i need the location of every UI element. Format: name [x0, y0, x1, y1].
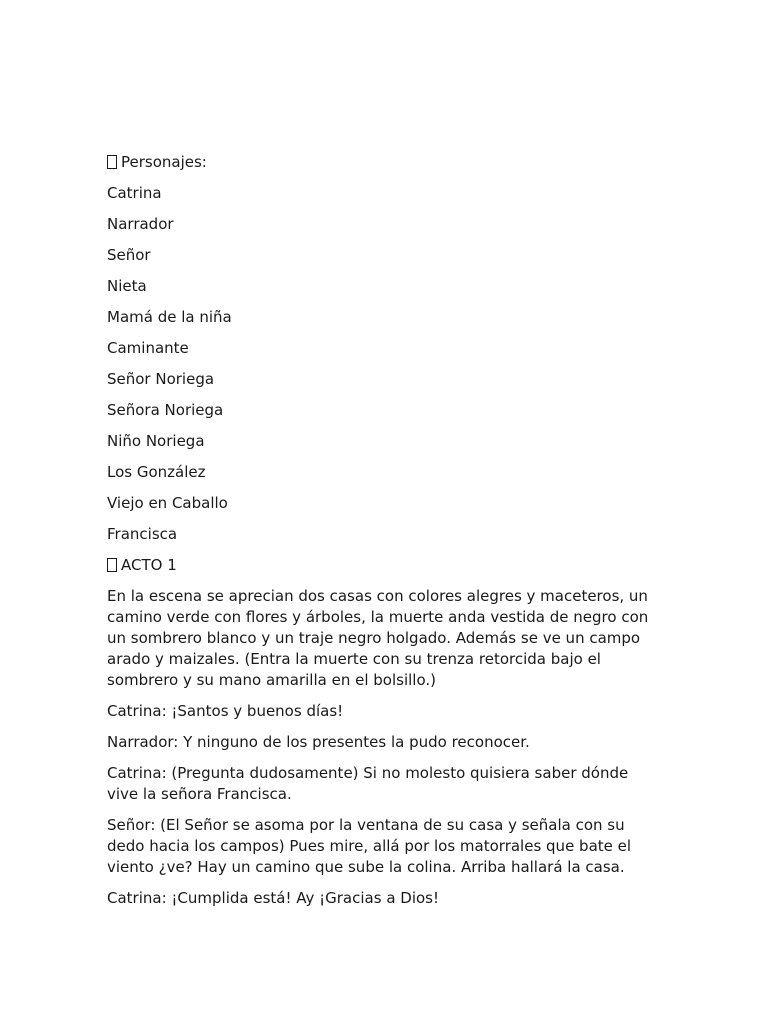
character-name: Señora Noriega	[107, 401, 224, 419]
character-name: Nieta	[107, 277, 147, 295]
dialogue-paragraph: Señor: (El Señor se asoma por la ventana de su casa y señala con su dedo hacia los campos) Pues mire, allá por los matorrales que bate el viento ¿ve? Hay un camino que sube la colina. Arriba hallará la casa.	[107, 816, 632, 876]
dialogue-paragraph: Catrina: ¡Santos y buenos días!	[107, 702, 344, 720]
character-name: Caminante	[107, 339, 189, 357]
dialogue-paragraph: Narrador: Y ninguno de los presentes la pudo reconocer.	[107, 733, 530, 751]
character-name: Los González	[107, 463, 206, 481]
missing-glyph-icon	[107, 155, 117, 169]
document-page	[107, 152, 655, 919]
characters-heading	[107, 152, 655, 173]
character-name: Viejo en Caballo	[107, 494, 228, 512]
character-name: Narrador	[107, 215, 174, 233]
character-name: Francisca	[107, 525, 178, 543]
dialogue-paragraph: Catrina: (Pregunta dudosamente) Si no molesto quisiera saber dónde vive la señora Francisca.	[107, 764, 629, 803]
missing-glyph-icon	[107, 558, 117, 572]
dialogue-paragraph: Catrina: ¡Cumplida está! Ay ¡Gracias a Dios!	[107, 889, 439, 907]
character-name: Señor Noriega	[107, 370, 215, 388]
character-name: Niño Noriega	[107, 432, 205, 450]
character-name: Catrina	[107, 184, 162, 202]
stage-direction-paragraph: En la escena se aprecian dos casas con colores alegres y maceteros, un camino verde con flores y árboles, la muerte anda vestida de negro con un sombrero blanco y un traje negro holgado. Además se ve un campo arado y maizales. (Entra la muerte con su trenza retorcida bajo el sombrero y su mano amarilla en el bolsillo.)	[107, 587, 649, 689]
act-heading	[107, 555, 655, 576]
act-heading-text: ACTO 1	[121, 556, 177, 574]
characters-heading-text: Personajes:	[121, 153, 207, 171]
character-name: Mamá de la niña	[107, 308, 232, 326]
character-name: Señor	[107, 246, 151, 264]
